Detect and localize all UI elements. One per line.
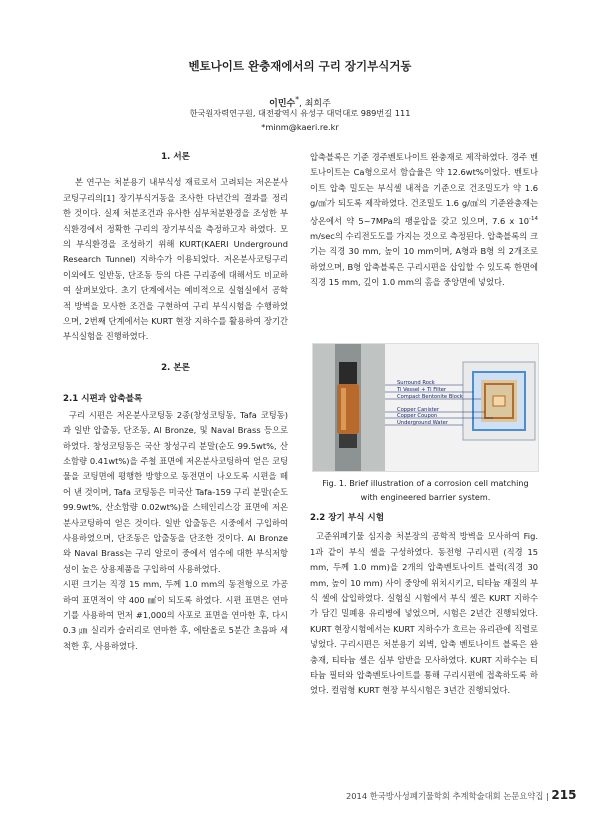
left-column xyxy=(63,150,288,654)
compact-block-text-tail: m/sec의 수리전도도를 가지는 것으로 측정된다. 압축블록의 크기는 직경 30 mm, 높이 10 mm이며, A형과 B형 의 2개조로 하였으며, B형 압축블록은 구리시편을 삽입할 수 있도록 한면에 직경 15 mm, 깊이 1.0 mm의 홈을 중앙면에 넣었다. xyxy=(310,230,538,288)
figure-label: Ti Vessel + Ti Filter xyxy=(397,387,447,393)
corrosion-cell-illustration xyxy=(313,344,538,471)
long-term-test-paragraph: 고준위폐기물 심지층 처분장의 공학적 방벽을 모사하여 Fig. 1과 같이 부식 셀을 구성하였다. 동전형 구리시편 (직경 15 mm, 두께 1.0 mm)을 2개의 압축벤토나이트 블럭(직경 30 mm, 높이 10 mm) 사이 중앙에 위치시키고, 티타늄 재질의 부식 셀에 삽입하였다. 실험실 시험에서 부식 셀은 KURT 지하수가 담긴 밀폐용 유리병에 넣었으며, 시험은 2년간 진행되었다. KURT 현장시험에서는 KURT 지하수가 흐르는 유리관에 직렬로 넣었다. 구리시편은 처분용기 외벽, 압축 벤토나이트 블록은 완충재, 티타늄 셀은 심부 암반을 모사하였다. KURT 지하수는 티타늄 필터와 압축벤토나이트를 통해 구리시편에 접촉하도록 하였다. 컬럼형 KURT 현장 부식시험은 3년간 진행되었다. xyxy=(310,531,538,696)
compact-block-paragraph xyxy=(310,150,538,290)
figure-label: Compact Bentonite Block xyxy=(397,394,463,400)
canister-highlight xyxy=(341,388,346,430)
compact-block-text: 압축블록은 기준 경주벤토나이트 완충재로 제작하였다. 경주 벤토나이트는 Ca형으로서 함습율은 약 12.6wt%이었다. 벤토나이트 압축 밀도는 부식셀 내적을 기준으로 건조밀도가 약 1.6 g/㎤가 되도록 제작하였다. 건조밀도 1.6 g/㎤의 기준완충재는 상온에서 약 5~7MPa의 팽윤압을 갖고 있으며, 7.6 x 10 xyxy=(310,152,538,226)
co-authors: , 최희주 xyxy=(299,99,331,109)
section-intro-heading: 1. 서론 xyxy=(161,152,190,162)
right-column-bottom xyxy=(310,511,538,699)
figure-corrosion-cell xyxy=(312,343,539,472)
figure-label: Copper Coupon xyxy=(397,413,438,419)
figure-caption: Fig. 1. Brief illustration of a corrosion cell matching with engineered barrier system. xyxy=(322,478,529,502)
figure-label: Surround Rock xyxy=(397,380,435,386)
cell-base xyxy=(339,434,357,448)
corresponding-mark: * xyxy=(295,95,300,104)
figure-label: Underground Water xyxy=(397,420,448,426)
page-footer xyxy=(346,788,576,802)
author-line xyxy=(0,95,600,109)
figure-label: Copper Canister xyxy=(397,407,439,413)
footer-separator: | xyxy=(545,791,549,801)
exponent: -14 xyxy=(529,215,538,222)
email: *minm@kaeri.re.kr xyxy=(261,122,339,132)
paper-title: 벤토나이트 완충재에서의 구리 장기부식거동 xyxy=(188,59,412,73)
page-number: 215 xyxy=(551,788,577,802)
copper-canister-photo xyxy=(337,384,359,434)
subsection-2-2-heading: 2.2 장기 부식 시험 xyxy=(310,513,385,523)
right-column-top xyxy=(310,150,538,290)
subsection-2-1-heading: 2.1 시편과 압축블록 xyxy=(63,394,143,405)
affiliation: 한국원자력연구원, 대전광역시 유성구 대덕대로 989번길 111 xyxy=(189,108,411,118)
specimen-paragraph: 구리 시편은 저온분사코팅동 2종(창성코팅동, Tafa 코팅동)과 일반 압출동, 단조동, Al Bronze, 및 Naval Brass 등으로 하였다. 창성코팅동은 국산 창성구리 분말(순도 99.5wt%, 산소함량 0.41wt%)을 주철 표면에 저온분사코팅하여 얻은 코팅물을 코팅면에 평행한 방향으로 동전면이 나오도록 시편을 떼어 낸 것이며, Tafa 코팅동은 미국산 Tafa-159 구리 분말(순도 99.9wt%, 산소함량 0.02wt%)을 스테인리스강 표면에 저온분사코팅하여 얻은 것이다. 일반 압출동은 시중에서 구입하여 사용하였으며, 단조동은 압출동을 단조한 것이다. Al Bronze와 Naval Brass는 구리 알로이 중에서 염수에 대한 부식저항성이 높은 상용제품을 구입하여 사용하였다. xyxy=(63,409,288,574)
primary-author: 이민수 xyxy=(269,99,296,109)
copper-coupon-schematic xyxy=(493,396,505,406)
footer-text: 2014 한국방사성폐기물학회 추계학술대회 논문요약집 xyxy=(346,791,544,801)
cell-cap xyxy=(339,362,357,384)
specimen-size-paragraph: 시편 크기는 직경 15 mm, 두께 1.0 mm의 동전형으로 가공하여 표면적이 약 400 ㎟이 되도록 하였다. 시편 표면은 연마기를 사용하여 먼저 #1,000의 사포로 표면을 연마한 후, 다시 0.3 ㎛ 실리카 슬러리로 연마한 후, 에탄올로 5분간 초음파 세척한 후, 사용하였다. xyxy=(63,579,288,651)
intro-paragraph: 본 연구는 처분용기 내부식성 재료로서 고려되는 저온분사코팅구리의[1] 장기부식거동을 조사한 다년간의 결과를 정리한 것이다. 실제 처분조건과 유사한 심부처분환경을 조성한 부식환경에서 정확한 구리의 장기부식을 측정하고자 하였다. 모의 부식환경을 조성하기 위해 KURT(KAERI Underground Research Tunnel) 지하수가 이용되었다. 저온분사코팅구리 이외에도 일반동, 단조동 등의 다른 구리종에 대해서도 비교하여 살펴보았다. 초기 단계에서는 예비적으로 실험실에서 공학적 방벽을 모사한 조건을 구현하여 구리 부식시험을 수행하였으며, 2번째 단계에서는 KURT 현장 지하수를 활용하여 장기간 부식실험을 진행하였다. xyxy=(63,177,288,342)
section-body-heading: 2. 본론 xyxy=(161,362,190,373)
